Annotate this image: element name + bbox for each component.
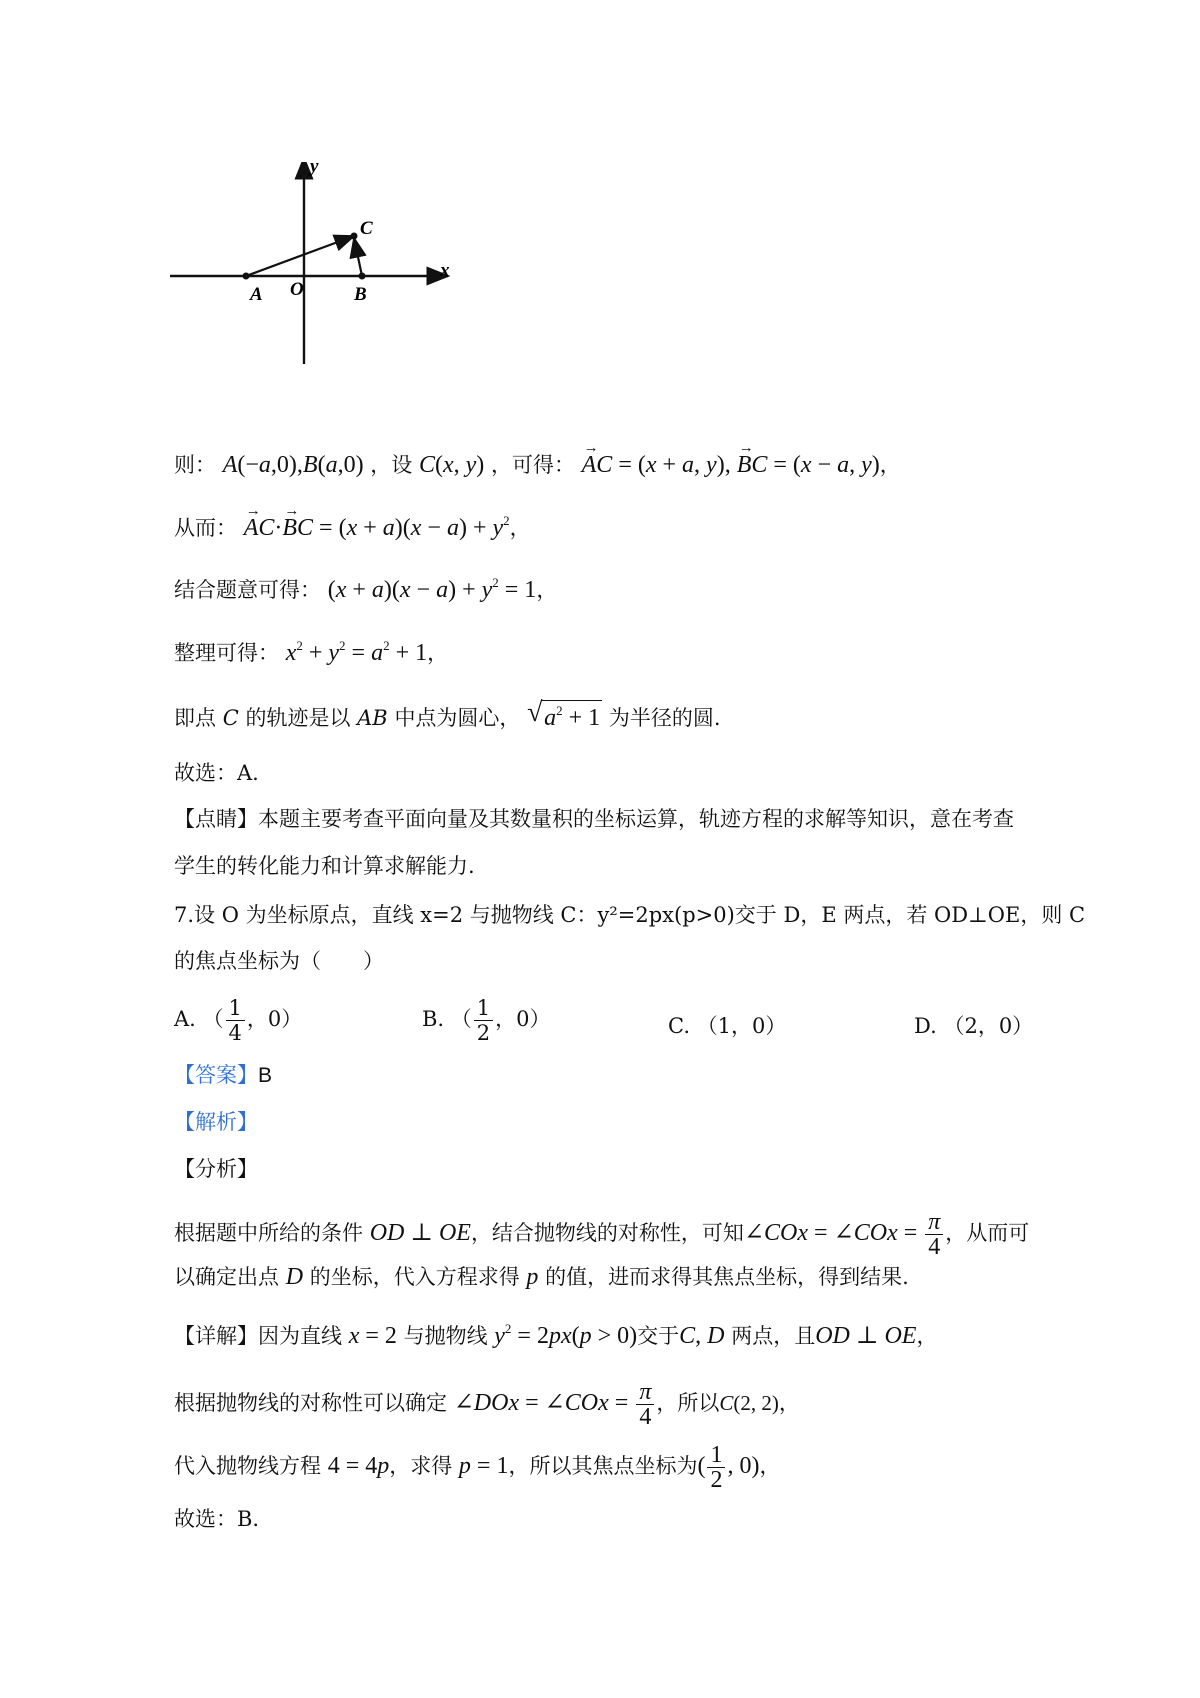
detail-line-1: 【详解】因为直线 x = 2 与抛物线 $y^2 = 2px(p > 0)$交于C, D 两点，且OD ⊥ OE， [174,1321,938,1349]
math-vectors: → AC = (x + a, y), → BC = (x − a, y) [582,452,880,478]
coordinate-figure [170,162,500,402]
choice-6: 故选：A. [174,761,259,785]
detail-line-2: 根据抛物线的对称性可以确定 ∠DOx = ∠COx = $\frac{\pi}{4}$ ，所以C(2, 2)， [174,1379,800,1430]
math-points-ab: A(−a,0),B(a,0) [222,452,364,478]
math-sqrt: √ $a^2 + 1$ [527,697,601,731]
option-b: B. （ $\frac{1}{2}$ ，0） [422,996,551,1045]
comment-line-2: 学生的转化能力和计算求解能力. [174,854,475,878]
o-label: O [290,279,304,300]
solution-line-4: 整理可得： $x^2 + y^2 = a^2 + 1$， [174,638,449,666]
x-label: x [440,260,450,281]
comment-line-1: 【点睛】本题主要考查平面向量及其数量积的坐标运算，轨迹方程的求解等知识，意在考查 [174,807,1014,831]
solution-line-1: 则： A(−a,0),B(a,0) ，设 C(x, y) ，可得： → AC = (x + a, y), → BC = (x − a, y)， [174,450,1054,480]
solution-line-3: 结合题意可得： $(x + a)(x - a) + y^2 = 1$， [174,575,558,603]
analysis-tag: 【解析】 [174,1110,258,1134]
q7-stem-1: 7.设 O 为坐标原点，直线 x=2 与抛物线 C：y²=2px(p>0)交于 D，E 两点，若 OD⊥OE，则 C [174,903,1086,927]
fenxi-line-2: 以确定出点 D 的坐标，代入方程求得 p 的值，进而求得其焦点坐标，得到结果. [174,1264,909,1290]
solution-line-2: 从而： → AC·→ BC = $(x + a)(x - a) + y^2$， [174,513,1054,543]
math-dot-product: → AC·→ BC = $(x + a)(x - a) + y^2$ [244,515,510,541]
answer-tag: 【答案】 [174,1063,258,1087]
c-label: C [360,218,373,239]
choice-7: 故选：B. [174,1507,260,1531]
option-c: C. （1，0） [668,1014,787,1038]
option-d: D. （2，0） [914,1014,1034,1038]
a-label: A [250,284,263,305]
vector-bc [354,238,362,276]
solution-line-5: 即点 C 的轨迹是以 AB 中点为圆心， √ $a^2 + 1$ 为半径的圆. [174,697,721,731]
point-a [243,273,250,280]
point-c [351,233,358,240]
option-a: A. （ $\frac{1}{4}$ ，0） [174,996,303,1045]
fenxi-tag: 【分析】 [174,1157,258,1181]
answer-value: B [258,1064,273,1087]
b-label: B [354,284,367,305]
point-b [359,273,366,280]
answer-line [174,1060,1054,1091]
y-label: y [310,162,319,177]
detail-line-3: 代入抛物线方程 4 = 4p，求得 p = 1，所以其焦点坐标为( $\frac{1}{2}$ , 0)， [174,1442,781,1493]
fenxi-line-1: 根据题中所给的条件 OD ⊥ OE，结合抛物线的对称性，可知∠COx = ∠COx = $\frac{\pi}{4}$ ，从而可 [174,1209,1030,1260]
vector-ac [246,236,354,276]
q7-stem-2: 的焦点坐标为（ ） [174,949,384,973]
